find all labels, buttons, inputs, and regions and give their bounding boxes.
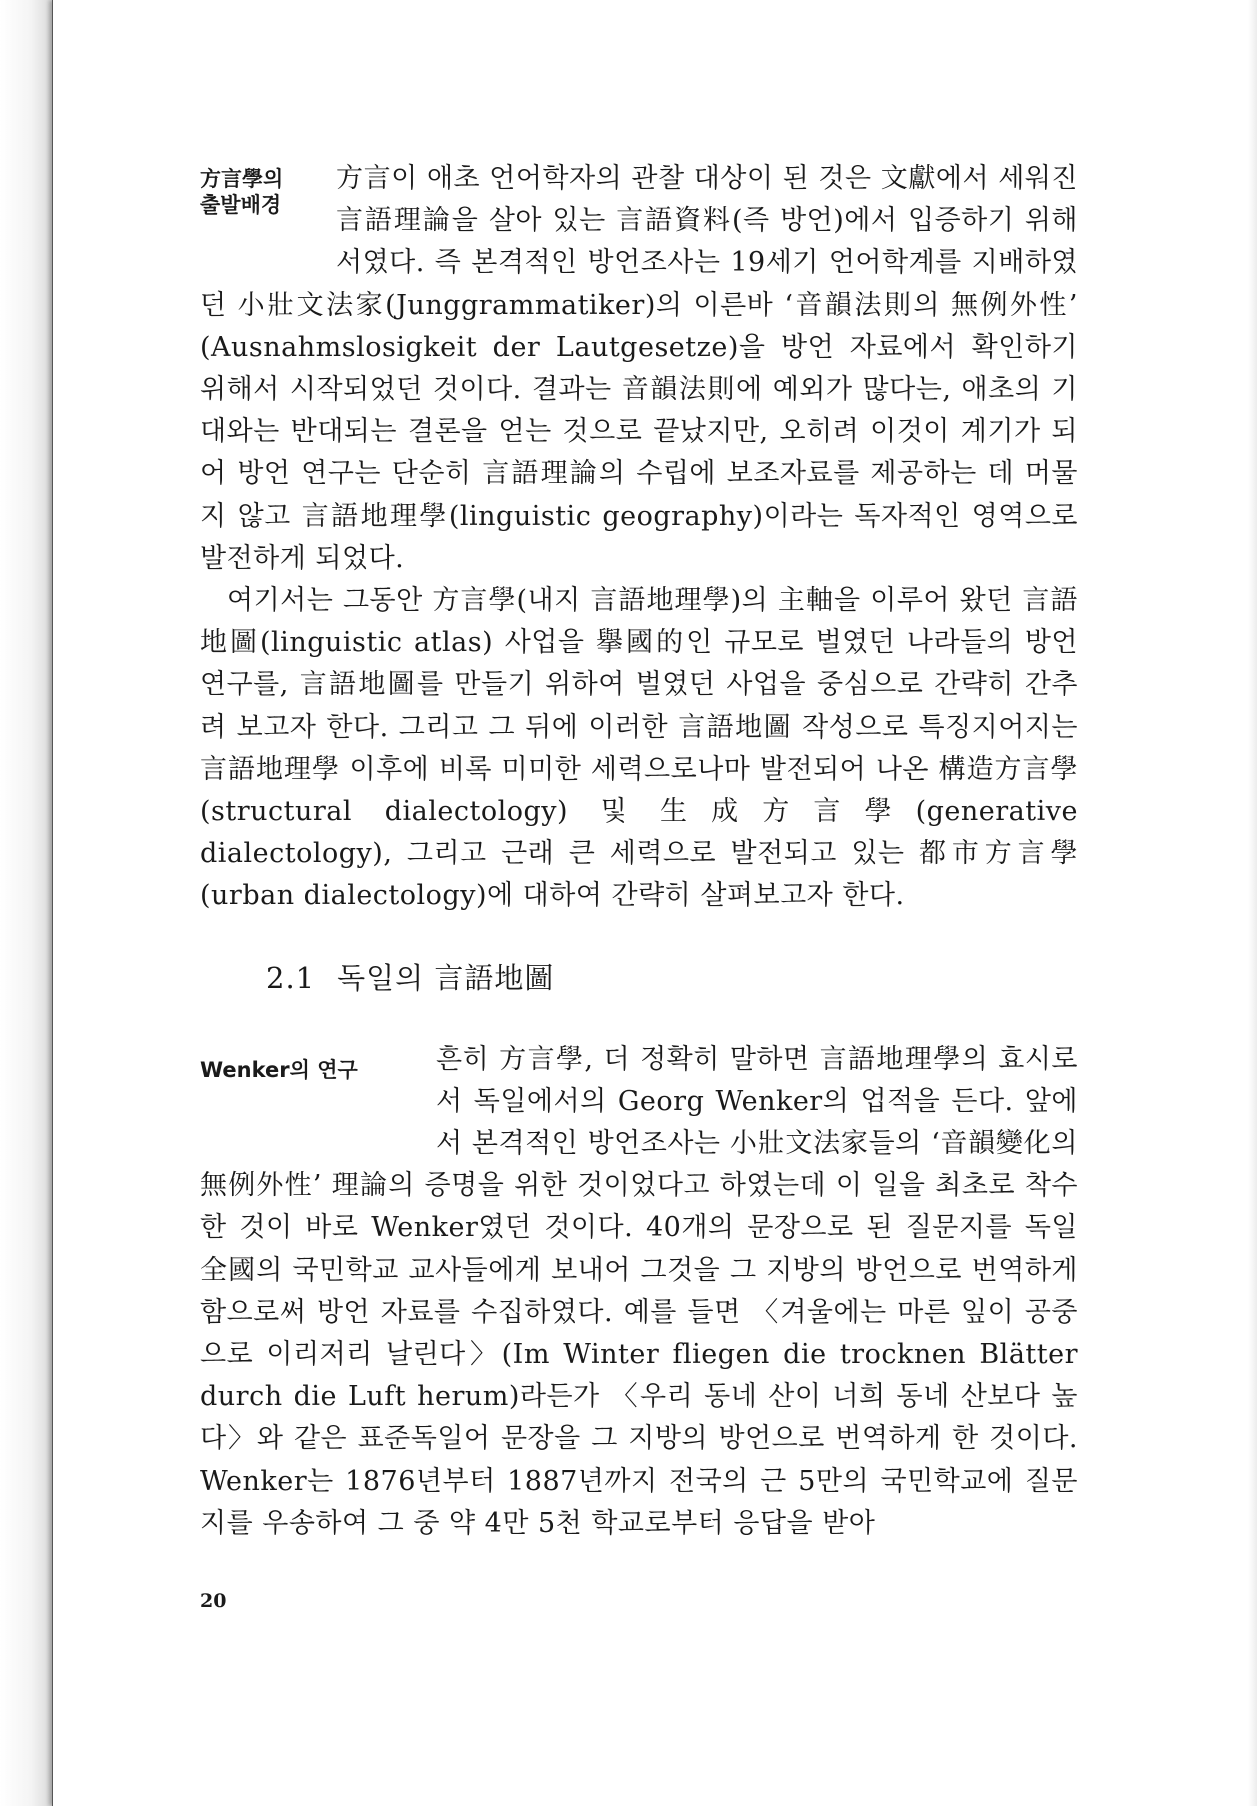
intro-paragraph-2: 여기서는 그동안 方言學(내지 言語地理學)의 主軸을 이루어 왔던 言語地圖(linguistic atlas) 사업을 擧國的인 규모로 벌였던 나라들의 방언 연구를, 言語地圖를 만들기 위하여 벌였던 사업을 중심으로 간략히 간추려 보고자 한다. 그리고 그 뒤에 이러한 言語地圖 작성으로 특징지어지는 言語地理學 이후에 비록 미미한 세력으로나마 발전되어 나온 構造方言學(structural dialectology) 및 生成方言學(generative dialectology), 그리고 근래 큰 세력으로 발전되고 있는 都市方言學(urban dialectology)에 대하여 간략히 살펴보고자 한다. <box>200 585 1078 912</box>
side-heading-wenker: Wenker의 연구 <box>200 1057 358 1082</box>
page-content <box>200 158 1078 1545</box>
right-page-edge <box>1248 0 1257 1806</box>
side-heading-dialectology-origin <box>200 166 332 246</box>
side-heading-line2: 출발배경 <box>200 193 282 217</box>
side-heading-line1: 方言學의 <box>200 167 284 191</box>
page-number: 20 <box>200 1590 227 1612</box>
wenker-paragraph: 흔히 方言學, 더 정확히 말하면 言語地理學의 효시로서 독일에서의 Georg Wenker의 업적을 든다. 앞에서 본격적인 방언조사는 小壯文法家들의 ‘音韻變化의 無例外性’ 理論의 증명을 위한 것이었다고 하였는데 이 일을 최초로 착수한 것이 바로 Wenker였던 것이다. 40개의 문장으로 된 질문지를 독일 全國의 국민학교 교사들에게 보내어 그것을 그 지방의 방언으로 번역하게 함으로써 방언 자료를 수집하였다. 예를 들면 〈겨울에는 마른 잎이 공중으로 이리저리 날린다〉(Im Winter fliegen die trocknen Blätter durch die Luft herum)라든가 〈우리 동네 산이 너희 동네 산보다 높다〉와 같은 표준독일어 문장을 그 지방의 방언으로 번역하게 한 것이다. Wenker는 1876년부터 1887년까지 전국의 근 5만의 국민학교에 질문지를 우송하여 그 중 약 4만 5천 학교로부터 응답을 받아 <box>200 1043 1078 1539</box>
left-page-edge <box>0 0 52 1806</box>
section-title: 독일의 言語地圖 <box>337 960 555 995</box>
section-number: 2.1 <box>266 960 316 995</box>
section-heading <box>266 956 1078 997</box>
intro-paragraph-1: 方言이 애초 언어학자의 관찰 대상이 된 것은 文獻에서 세워진 言語理論을 살아 있는 言語資料(즉 방언)에서 입증하기 위해서였다. 즉 본격적인 방언조사는 19세기 언어학계를 지배하였던 小壯文法家(Junggrammatiker)의 이른바 ‘音韻法則의 無例外性’ (Ausnahmslosigkeit der Lautgesetze)을 방언 자료에서 확인하기 위해서 시작되었던 것이다. 결과는 音韻法則에 예외가 많다는, 애초의 기대와는 반대되는 결론을 얻는 것으로 끝났지만, 오히려 이것이 계기가 되어 방언 연구는 단순히 言語理論의 수립에 보조자료를 제공하는 데 머물지 않고 言語地理學(linguistic geography)이라는 독자적인 영역으로 발전하게 되었다. <box>200 163 1078 574</box>
